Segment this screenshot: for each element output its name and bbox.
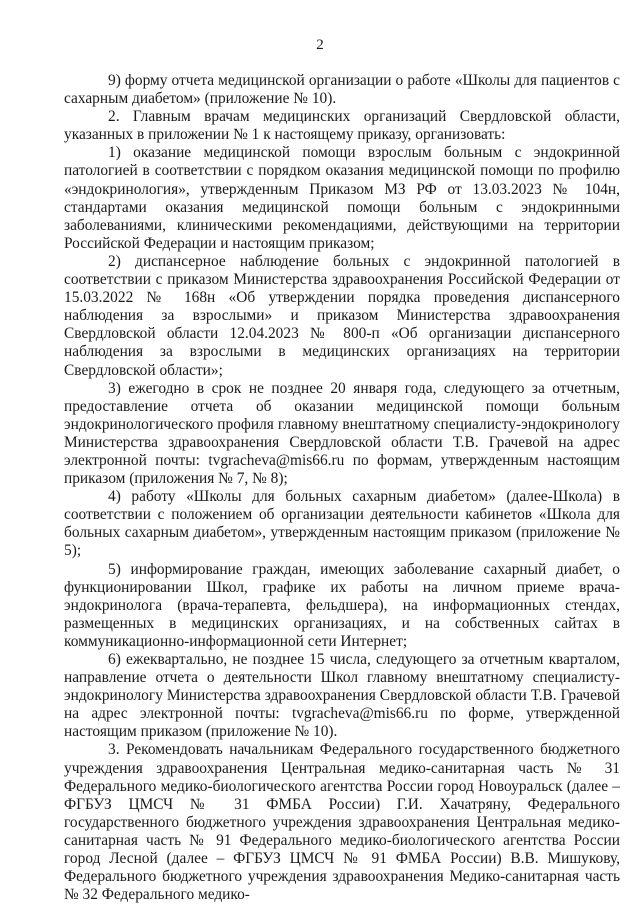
- paragraph-item-5: 5) информирование граждан, имеющих заболевание сахарный диабет, о функционировании Школ, графике их работы на личном приеме врача-эндокринолога (врача-терапевта, фельдшера), на информационных стендах, размещенных в медицинских организациях, и на собственных сайтах в коммуникационно-информационной сети Интернет;: [64, 560, 620, 650]
- document-body: [64, 72, 620, 904]
- paragraph-item-4: 4) работу «Школы для больных сахарным диабетом» (далее-Школа) в соответствии с положением об организации деятельности кабинетов «Школа для больных сахарным диабетом», утвержденным настоящим приказом (приложение № 5);: [64, 488, 620, 560]
- paragraph-item-2: 2) диспансерное наблюдение больных с эндокринной патологией в соответствии с приказом Министерства здравоохранения Российской Федерации от 15.03.2022 № 168н «Об утверждении порядка проведения диспансерного наблюдения за взрослыми» и приказом Министерства здравоохранения Свердловской области 12.04.2023 № 800-п «Об организации диспансерного наблюдения за взрослыми в медицинских организациях на территории Свердловской области»;: [64, 252, 620, 379]
- paragraph-item-9: 9) форму отчета медицинской организации о работе «Школы для пациентов с сахарным диабетом» (приложение № 10).: [64, 72, 620, 108]
- paragraph-section-2: 2. Главным врачам медицинских организаций Свердловской области, указанных в приложении № 1 к настоящему приказу, организовать:: [64, 108, 620, 144]
- page-number: 2: [316, 37, 324, 53]
- paragraph-item-1: 1) оказание медицинской помощи взрослым больным с эндокринной патологией в соответствии с порядком оказания медицинской помощи по профилю «эндокринология», утвержденным Приказом МЗ РФ от 13.03.2023 № 104н, стандартами оказания медицинской помощи больным с эндокринными заболеваниями, клиническими рекомендациями, действующими на территории Российской Федерации и настоящим приказом;: [64, 144, 620, 252]
- paragraph-item-3: 3) ежегодно в срок не позднее 20 января года, следующего за отчетным, предоставление отчета об оказании медицинской помощи больным эндокринологического профиля главному внештатному специалисту-эндокринологу Министерства здравоохранения Свердловской области Т.В. Грачевой на адрес электронной почты: tvgracheva@mis66.ru по формам, утвержденным настоящим приказом (приложения № 7, № 8);: [64, 379, 620, 488]
- paragraph-section-3: 3. Рекомендовать начальникам Федерального государственного бюджетного учреждения здравоохранения Центральная медико-санитарная часть № 31 Федерального медико-биологического агентства России город Новоуральск (далее – ФГБУЗ ЦМСЧ № 31 ФМБА России) Г.И. Хачатряну, Федерального государственного бюджетного учреждения здравоохранения Центральная медико-санитарная часть № 91 Федерального медико-биологического агентства России город Лесной (далее – ФГБУЗ ЦМСЧ № 91 ФМБА России) В.В. Мишукову, Федерального бюджетного учреждения здравоохранения Медико-санитарная часть № 32 Федерального медико-: [64, 741, 620, 904]
- paragraph-item-6: 6) ежеквартально, не позднее 15 числа, следующего за отчетным кварталом, направление отчета о деятельности Школ главному внештатному специалисту-эндокринологу Министерства здравоохранения Свердловской области Т.В. Грачевой на адрес электронной почты: tvgracheva@mis66.ru по форме, утвержденной настоящим приказом (приложение № 10).: [64, 651, 620, 741]
